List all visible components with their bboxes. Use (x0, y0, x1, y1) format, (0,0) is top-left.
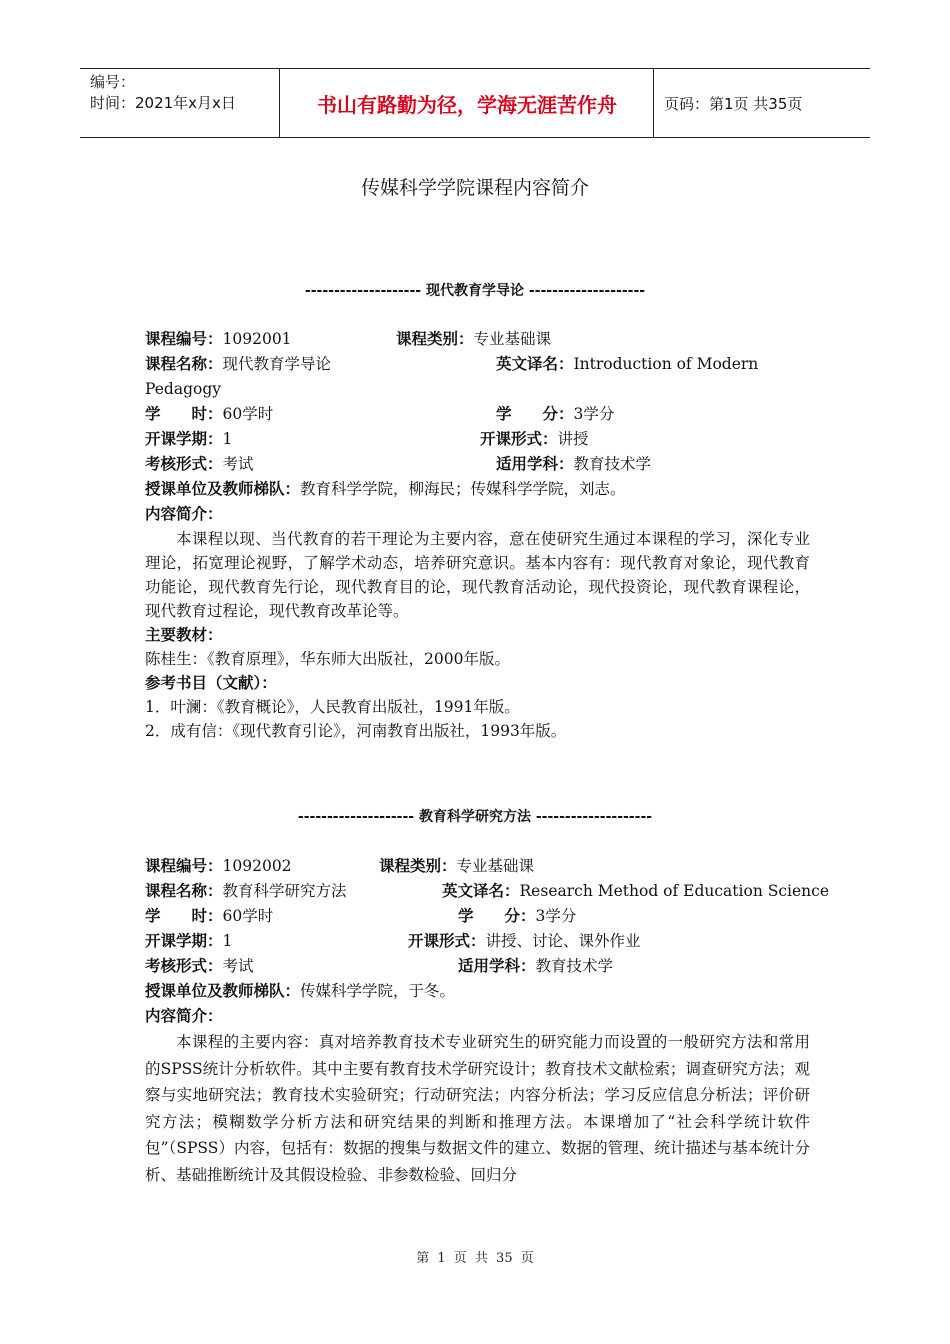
course-hours: 60学时 (222, 907, 274, 925)
intro-label: 内容简介： (145, 505, 223, 523)
course-english-name: Introduction of Modern (573, 355, 759, 373)
course-info-row (145, 327, 810, 352)
field-label: 授课单位及教师梯队： (145, 480, 301, 498)
course-info-row (145, 854, 810, 879)
field-label: 学 分： (458, 907, 536, 925)
course-intro-text: 本课程以现、当代教育的若干理论为主要内容，意在使研究生通过本课程的学习，深化专业理论，拓宽理论视野，了解学术动态，培养研究意识。基本内容有：现代教育对象论，现代教育功能论，现代教育先行论，现代教育目的论，现代教育活动论，现代投资论，现代教育课程论，现代教育过程论，现代教育改革论等。 (145, 530, 810, 620)
field-label: 学 时： (145, 907, 223, 925)
course-info-row (145, 979, 810, 1004)
field-label: 考核形式： (145, 455, 223, 473)
course-term: 1 (222, 430, 233, 448)
field-label: 开课形式： (480, 430, 558, 448)
course-info-row (145, 352, 810, 377)
course-code: 1092002 (222, 857, 292, 875)
field-label: 开课学期： (145, 430, 223, 448)
course-format: 讲授 (557, 430, 589, 448)
course-discipline: 教育技术学 (573, 455, 652, 473)
document-title: 传媒科学学院课程内容简介 (360, 177, 589, 199)
header-meta-cell (80, 69, 280, 137)
course-section-heading: -------------------- 教育科学研究方法 -------------------- (297, 809, 653, 825)
course-section-heading: -------------------- 现代教育学导论 -------------------- (304, 283, 646, 299)
reference-item: 1．叶澜：《教育概论》，人民教育出版社，1991年版。 (145, 698, 520, 716)
field-label: 课程类别： (396, 330, 474, 348)
field-label: 课程编号： (145, 330, 223, 348)
field-label: 学 分： (496, 405, 574, 423)
course-english-name-cont: Pedagogy (145, 380, 222, 398)
course-info-row (145, 452, 810, 477)
course-info-row (145, 879, 829, 904)
course-exam: 考试 (222, 957, 254, 975)
course-credits: 3学分 (535, 907, 577, 925)
course-faculty: 教育科学学院，柳海民；传媒科学学院，刘志。 (300, 480, 626, 498)
course-block (145, 854, 829, 1215)
page-header (80, 68, 870, 138)
course-exam: 考试 (222, 455, 254, 473)
field-label: 开课形式： (408, 932, 486, 950)
field-label: 课程编号： (145, 857, 223, 875)
course-format: 讲授、讨论、课外作业 (485, 932, 641, 950)
document-number-label: 编号： (90, 73, 136, 91)
course-hours: 60学时 (222, 405, 274, 423)
course-info-row (145, 929, 810, 954)
references-label: 参考书目（文献）： (145, 674, 277, 692)
course-block (145, 327, 810, 743)
course-info-row (145, 477, 810, 502)
course-faculty: 传媒科学学院，于冬。 (300, 982, 456, 1000)
course-credits: 3学分 (573, 405, 615, 423)
reference-item: 2．成有信：《现代教育引论》，河南教育出版社，1993年版。 (145, 722, 567, 740)
field-label: 适用学科： (458, 957, 536, 975)
course-textbook: 陈桂生：《教育原理》，华东师大出版社，2000年版。 (145, 650, 510, 668)
field-label: 开课学期： (145, 932, 223, 950)
textbook-label: 主要教材： (145, 626, 223, 644)
field-label: 学 时： (145, 405, 223, 423)
field-label: 课程名称： (145, 355, 223, 373)
field-label: 英文译名： (442, 882, 520, 900)
course-info-row (145, 904, 810, 929)
course-category: 专业基础课 (456, 857, 535, 875)
course-english-name: Research Method of Education Science (519, 882, 829, 900)
field-label: 授课单位及教师梯队： (145, 982, 301, 1000)
intro-label: 内容简介： (145, 1007, 223, 1025)
course-name: 现代教育学导论 (222, 355, 332, 373)
course-discipline: 教育技术学 (535, 957, 614, 975)
course-name: 教育科学研究方法 (222, 882, 347, 900)
course-info-row (145, 377, 810, 402)
course-info-row (145, 1004, 810, 1029)
header-motto: 书山有路勤为径，学海无涯苦作舟 (281, 69, 654, 137)
header-page-number: 页码：第1页 共35页 (664, 94, 803, 113)
document-date: 时间：2021年x月x日 (90, 94, 236, 112)
field-label: 适用学科： (496, 455, 574, 473)
course-info-row (145, 427, 810, 452)
field-label: 考核形式： (145, 957, 223, 975)
course-code: 1092001 (222, 330, 292, 348)
course-info-row (145, 954, 810, 979)
course-category: 专业基础课 (473, 330, 552, 348)
course-info-row (145, 402, 810, 427)
course-intro-text: 本课程的主要内容：真对培养教育技术专业研究生的研究能力而设置的一般研究方法和常用的SPSS统计分析软件。其中主要有教育技术学研究设计；教育技术文献检索；调查研究方法；观察与实地研究法；教育技术实验研究；行动研究法；内容分析法；学习反应信息分析法；评价研究方法；模糊数学分析方法和研究结果的判断和推理方法。本课增加了“社会科学统计软件包”（SPSS）内容，包括有：数据的搜集与数据文件的建立、数据的管理、统计描述与基本统计分析、基础推断统计及其假设检验、非参数检验、回归分 (145, 1033, 810, 1184)
page-footer: 第 1 页 共 35 页 (416, 1251, 534, 1266)
field-label: 课程名称： (145, 882, 223, 900)
course-info-row (145, 502, 810, 527)
field-label: 课程类别： (379, 857, 457, 875)
course-term: 1 (222, 932, 233, 950)
field-label: 英文译名： (496, 355, 574, 373)
